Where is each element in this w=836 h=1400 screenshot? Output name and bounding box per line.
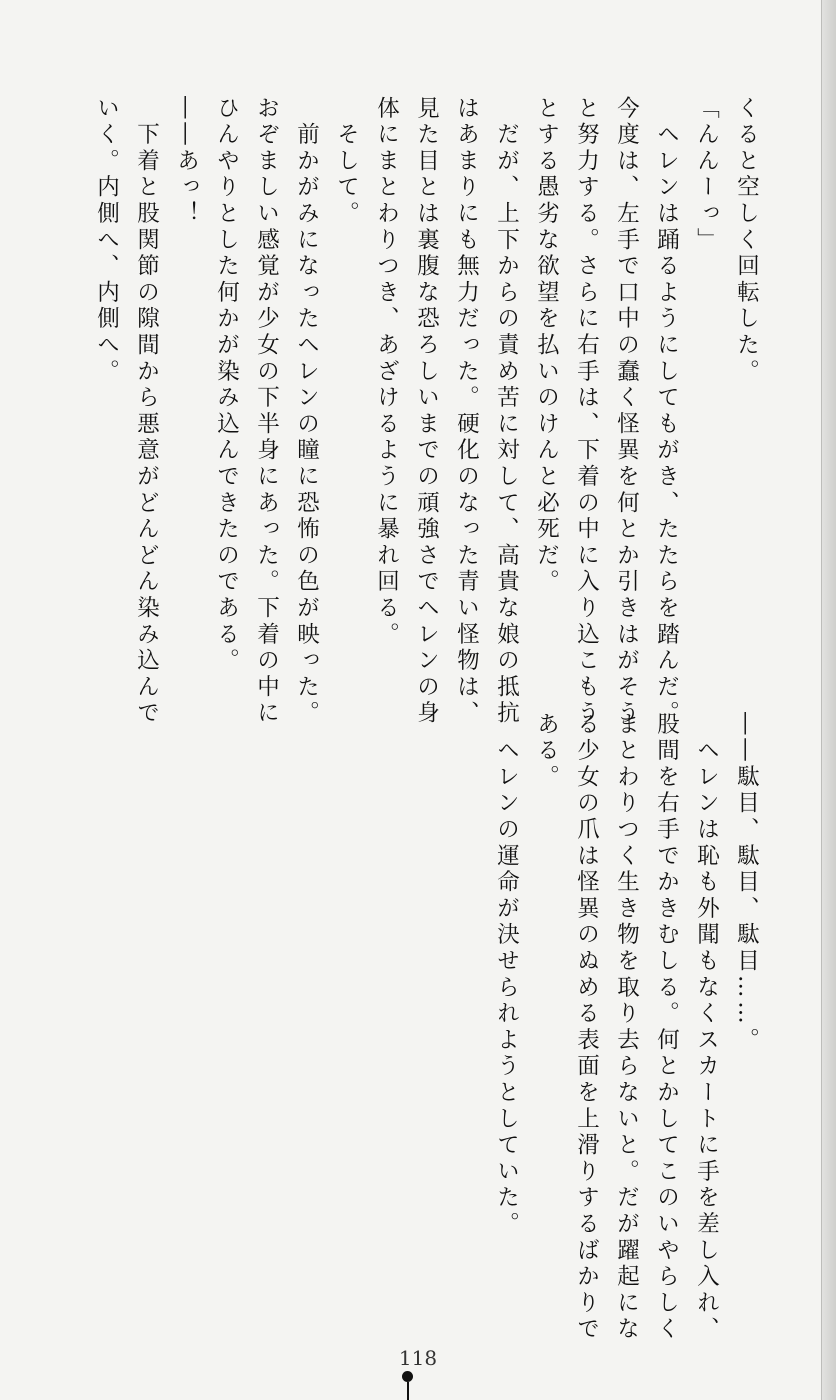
text-column: はあまりにも無力だった。硬化のなった青い怪物は、 bbox=[453, 96, 480, 728]
text-column: ひんやりとした何かが染み込んできたのである。 bbox=[213, 96, 240, 675]
page-edge bbox=[821, 0, 836, 1400]
text-column: 下着と股関節の隙間から悪意がどんどん染み込んで bbox=[133, 96, 160, 728]
page-number: 118 bbox=[398, 1346, 438, 1370]
page-marker-line bbox=[407, 1382, 409, 1400]
text-column: まとわりつく生き物を取り去らないと。だが躍起にな bbox=[613, 712, 640, 1344]
text-column: いく。内側へ、内側へ。 bbox=[93, 96, 120, 386]
text-column: おぞましい感覚が少女の下半身にあった。下着の中に bbox=[253, 96, 280, 728]
text-column: そして。 bbox=[333, 96, 360, 228]
text-column: 前かがみになったヘレンの瞳に恐怖の色が映った。 bbox=[293, 96, 320, 728]
text-column: だが、上下からの責め苦に対して、高貴な娘の抵抗 bbox=[493, 96, 520, 728]
text-column: る少女の爪は怪異のぬめる表面を上滑りするばかりで bbox=[573, 712, 600, 1344]
text-column: ある。 bbox=[533, 712, 560, 791]
text-column: ――駄目、駄目、駄目……。 bbox=[733, 712, 760, 1054]
text-column: 今度は、左手で口中の蠢く怪異を何とか引きはがそう bbox=[613, 96, 640, 728]
text-column: ヘレンは恥も外聞もなくスカートに手を差し入れ、 bbox=[693, 712, 720, 1344]
text-column: 見た目とは裏腹な恐ろしいまでの頑強さでヘレンの身 bbox=[413, 96, 440, 728]
text-column: ヘレンは踊るようにしてもがき、たたらを踏んだ。 bbox=[653, 96, 680, 728]
text-column: 股間を右手でかきむしる。何とかしてこのいやらしく bbox=[653, 712, 680, 1344]
text-column: ――あっ！ bbox=[173, 96, 200, 228]
page-marker-dot bbox=[402, 1371, 413, 1382]
text-column: 体にまとわりつき、あざけるように暴れ回る。 bbox=[373, 96, 400, 649]
text-column: と努力する。さらに右手は、下着の中に入り込こもう bbox=[573, 96, 600, 728]
text-column: とする愚劣な欲望を払いのけんと必死だ。 bbox=[533, 96, 560, 596]
text-column: 「んんーっ」 bbox=[693, 96, 720, 254]
text-column: ヘレンの運命が決せられようとしていた。 bbox=[493, 712, 520, 1238]
text-column: くると空しく回転した。 bbox=[733, 96, 760, 386]
